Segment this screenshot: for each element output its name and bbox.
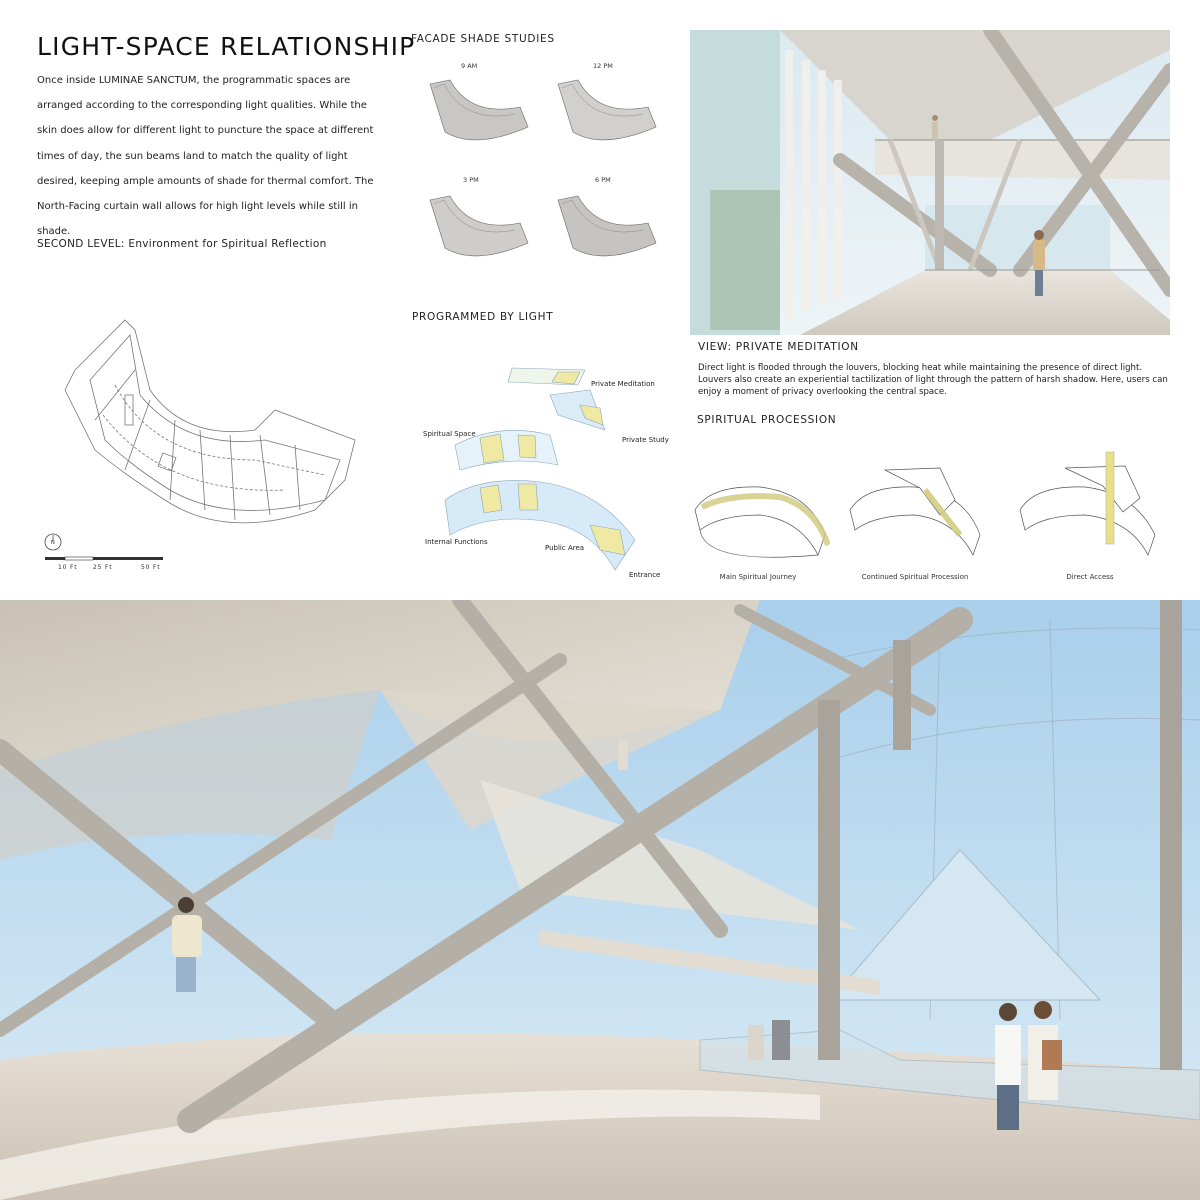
procession-direct-access xyxy=(1015,450,1165,570)
scale-label-10: 10 Ft xyxy=(58,564,78,571)
scale-label-50: 50 Ft xyxy=(141,564,161,571)
shade-study-6pm xyxy=(548,188,663,273)
label-public-area: Public Area xyxy=(545,544,585,552)
main-atrium-render xyxy=(0,600,1200,1200)
caption-main-journey: Main Spiritual Journey xyxy=(719,573,797,581)
caption-continued: Continued Spiritual Procession xyxy=(861,573,969,581)
view-body: Direct light is flooded through the louvers, blocking heat while maintaining the presence of direct light. Louvers also create an experiential tactilization of light through the pattern of harsh shadow. Here, users can enjoy a moment of privacy overlooking the central space. xyxy=(698,363,1168,397)
view-heading: VIEW: PRIVATE MEDITATION xyxy=(698,341,859,353)
caption-direct-access: Direct Access xyxy=(1066,573,1114,581)
procession-heading: SPIRITUAL PROCESSION xyxy=(697,414,837,426)
procession-continued xyxy=(845,460,985,570)
time-9am: 9 AM xyxy=(461,62,478,70)
page-title: LIGHT-SPACE RELATIONSHIP xyxy=(37,32,416,61)
time-12pm: 12 PM xyxy=(593,62,613,70)
label-private-meditation: Private Meditation xyxy=(591,380,655,388)
time-3pm: 3 PM xyxy=(463,176,479,184)
programmed-heading: PROGRAMMED BY LIGHT xyxy=(412,311,554,323)
label-private-study: Private Study xyxy=(622,436,669,444)
private-meditation-render xyxy=(690,30,1170,335)
facade-studies-heading: FACADE SHADE STUDIES xyxy=(411,33,555,45)
label-entrance: Entrance xyxy=(629,571,661,579)
shade-study-9am xyxy=(420,72,535,157)
procession-main-journey xyxy=(690,475,830,570)
label-spiritual-space: Spiritual Space xyxy=(423,430,476,438)
scale-label-25: 25 Ft xyxy=(93,564,113,571)
label-internal-functions: Internal Functions xyxy=(425,538,488,546)
shade-study-12pm xyxy=(548,72,663,157)
second-level-label: SECOND LEVEL: Environment for Spiritual Reflection xyxy=(37,238,327,250)
intro-paragraph: Once inside LUMINAE SANCTUM, the programmatic spaces are arranged according to the corresponding light qualities. While the skin does allow for different light to puncture the space at different times of day, the sun beams land to match the quality of light desired, keeping ample amounts of shade for thermal comfort. The North-Facing curtain wall allows for high light levels while still in shade. xyxy=(37,75,374,238)
north-label: N xyxy=(51,540,56,546)
shade-study-3pm xyxy=(420,188,535,273)
second-level-floor-plan xyxy=(55,310,375,540)
scale-bar xyxy=(45,556,170,564)
time-6pm: 6 PM xyxy=(595,176,611,184)
